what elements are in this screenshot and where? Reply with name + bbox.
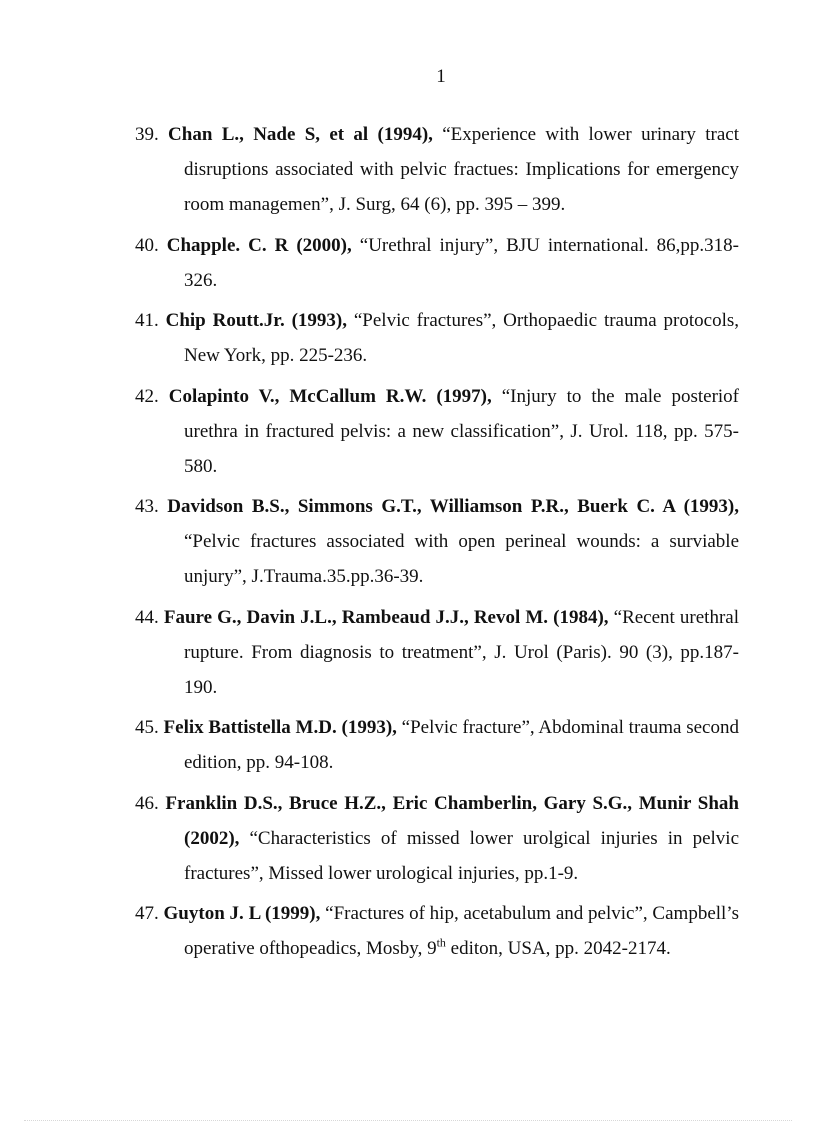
reference-source: Orthopaedic trauma protocols, New York, pp. 225-236. <box>184 310 740 366</box>
reference-title: “Experience with lower urinary tract disruptions associated with pelvic fractues: Implications for emergency room managemen”, <box>184 124 739 215</box>
reference-number: 47. <box>135 903 159 924</box>
reference-title: “Injury to the male posteriof urethra in fractured pelvis: a new classification”, <box>184 385 739 442</box>
reference-source: Abdominal trauma second edition, pp. 94-108. <box>184 717 739 773</box>
reference-title: “Recent urethral rupture. From diagnosis to treatment”, <box>184 606 740 663</box>
reference-title: “Pelvic fractures associated with open perineal wounds: a surviable unjury”, <box>184 531 739 587</box>
reference-item <box>135 489 739 594</box>
reference-list <box>135 117 739 972</box>
reference-source: J. Urol (Paris). 90 (3), pp.187-190. <box>184 641 739 698</box>
reference-title: “Pelvic fractures”, <box>347 310 497 331</box>
superscript-th: th <box>436 935 446 950</box>
reference-item <box>135 303 739 373</box>
reference-number: 42. <box>135 385 159 407</box>
reference-authors: Felix Battistella M.D. (1993), <box>158 717 397 738</box>
reference-item <box>135 228 739 298</box>
reference-item <box>135 117 739 222</box>
reference-authors: Faure G., Davin J.L., Rambeaud J.J., Revol M. (1984), <box>158 606 609 628</box>
reference-authors: Chapple. C. R (2000), <box>158 234 352 256</box>
reference-title: “Characteristics of missed lower urolgical injuries in pelvic fractures”, <box>184 827 739 884</box>
reference-authors: Franklin D.S., Bruce H.Z., Eric Chamberlin, Gary S.G., Munir Shah (2002), <box>158 792 739 849</box>
reference-source: Missed lower urological injuries, pp.1-9. <box>263 862 579 884</box>
reference-number: 43. <box>135 496 159 517</box>
reference-item <box>135 710 739 780</box>
reference-authors: Colapinto V., McCallum R.W. (1997), <box>158 385 492 407</box>
reference-source: J. Surg, 64 (6), pp. 395 – 399. <box>333 194 566 215</box>
reference-number: 41. <box>135 310 159 331</box>
reference-source-tail: editon, USA, pp. 2042-2174. <box>445 938 671 959</box>
reference-number: 40. <box>135 234 159 256</box>
reference-authors: Chip Routt.Jr. (1993), <box>158 310 348 331</box>
reference-source: Campbell’s operative ofthopeadics, Mosby, 9 <box>184 903 739 959</box>
reference-authors: Guyton J. L (1999), <box>158 903 321 924</box>
reference-number: 45. <box>135 717 159 738</box>
page-number: 1 <box>436 66 446 87</box>
reference-source: J.Trauma.35.pp.36-39. <box>246 566 424 587</box>
page-bottom-divider <box>24 1120 792 1121</box>
reference-title: “Urethral injury”, <box>351 234 499 256</box>
reference-authors: Davidson B.S., Simmons G.T., Williamson P.R., Buerk C. A (1993), <box>158 496 739 517</box>
reference-item <box>135 379 739 484</box>
reference-title: “Fractures of hip, acetabulum and pelvic”, <box>320 903 648 924</box>
reference-number: 46. <box>135 792 159 814</box>
reference-authors: Chan L., Nade S, et al (1994), <box>158 124 433 145</box>
reference-item <box>135 600 739 705</box>
reference-source: BJU international. 86,pp.318-326. <box>184 234 740 291</box>
reference-item <box>135 786 739 891</box>
reference-number: 39. <box>135 124 159 145</box>
reference-item <box>135 896 739 966</box>
reference-source: J. Urol. 118, pp. 575-580. <box>184 420 739 477</box>
reference-title: “Pelvic fracture”, <box>396 717 535 738</box>
reference-number: 44. <box>135 606 159 628</box>
